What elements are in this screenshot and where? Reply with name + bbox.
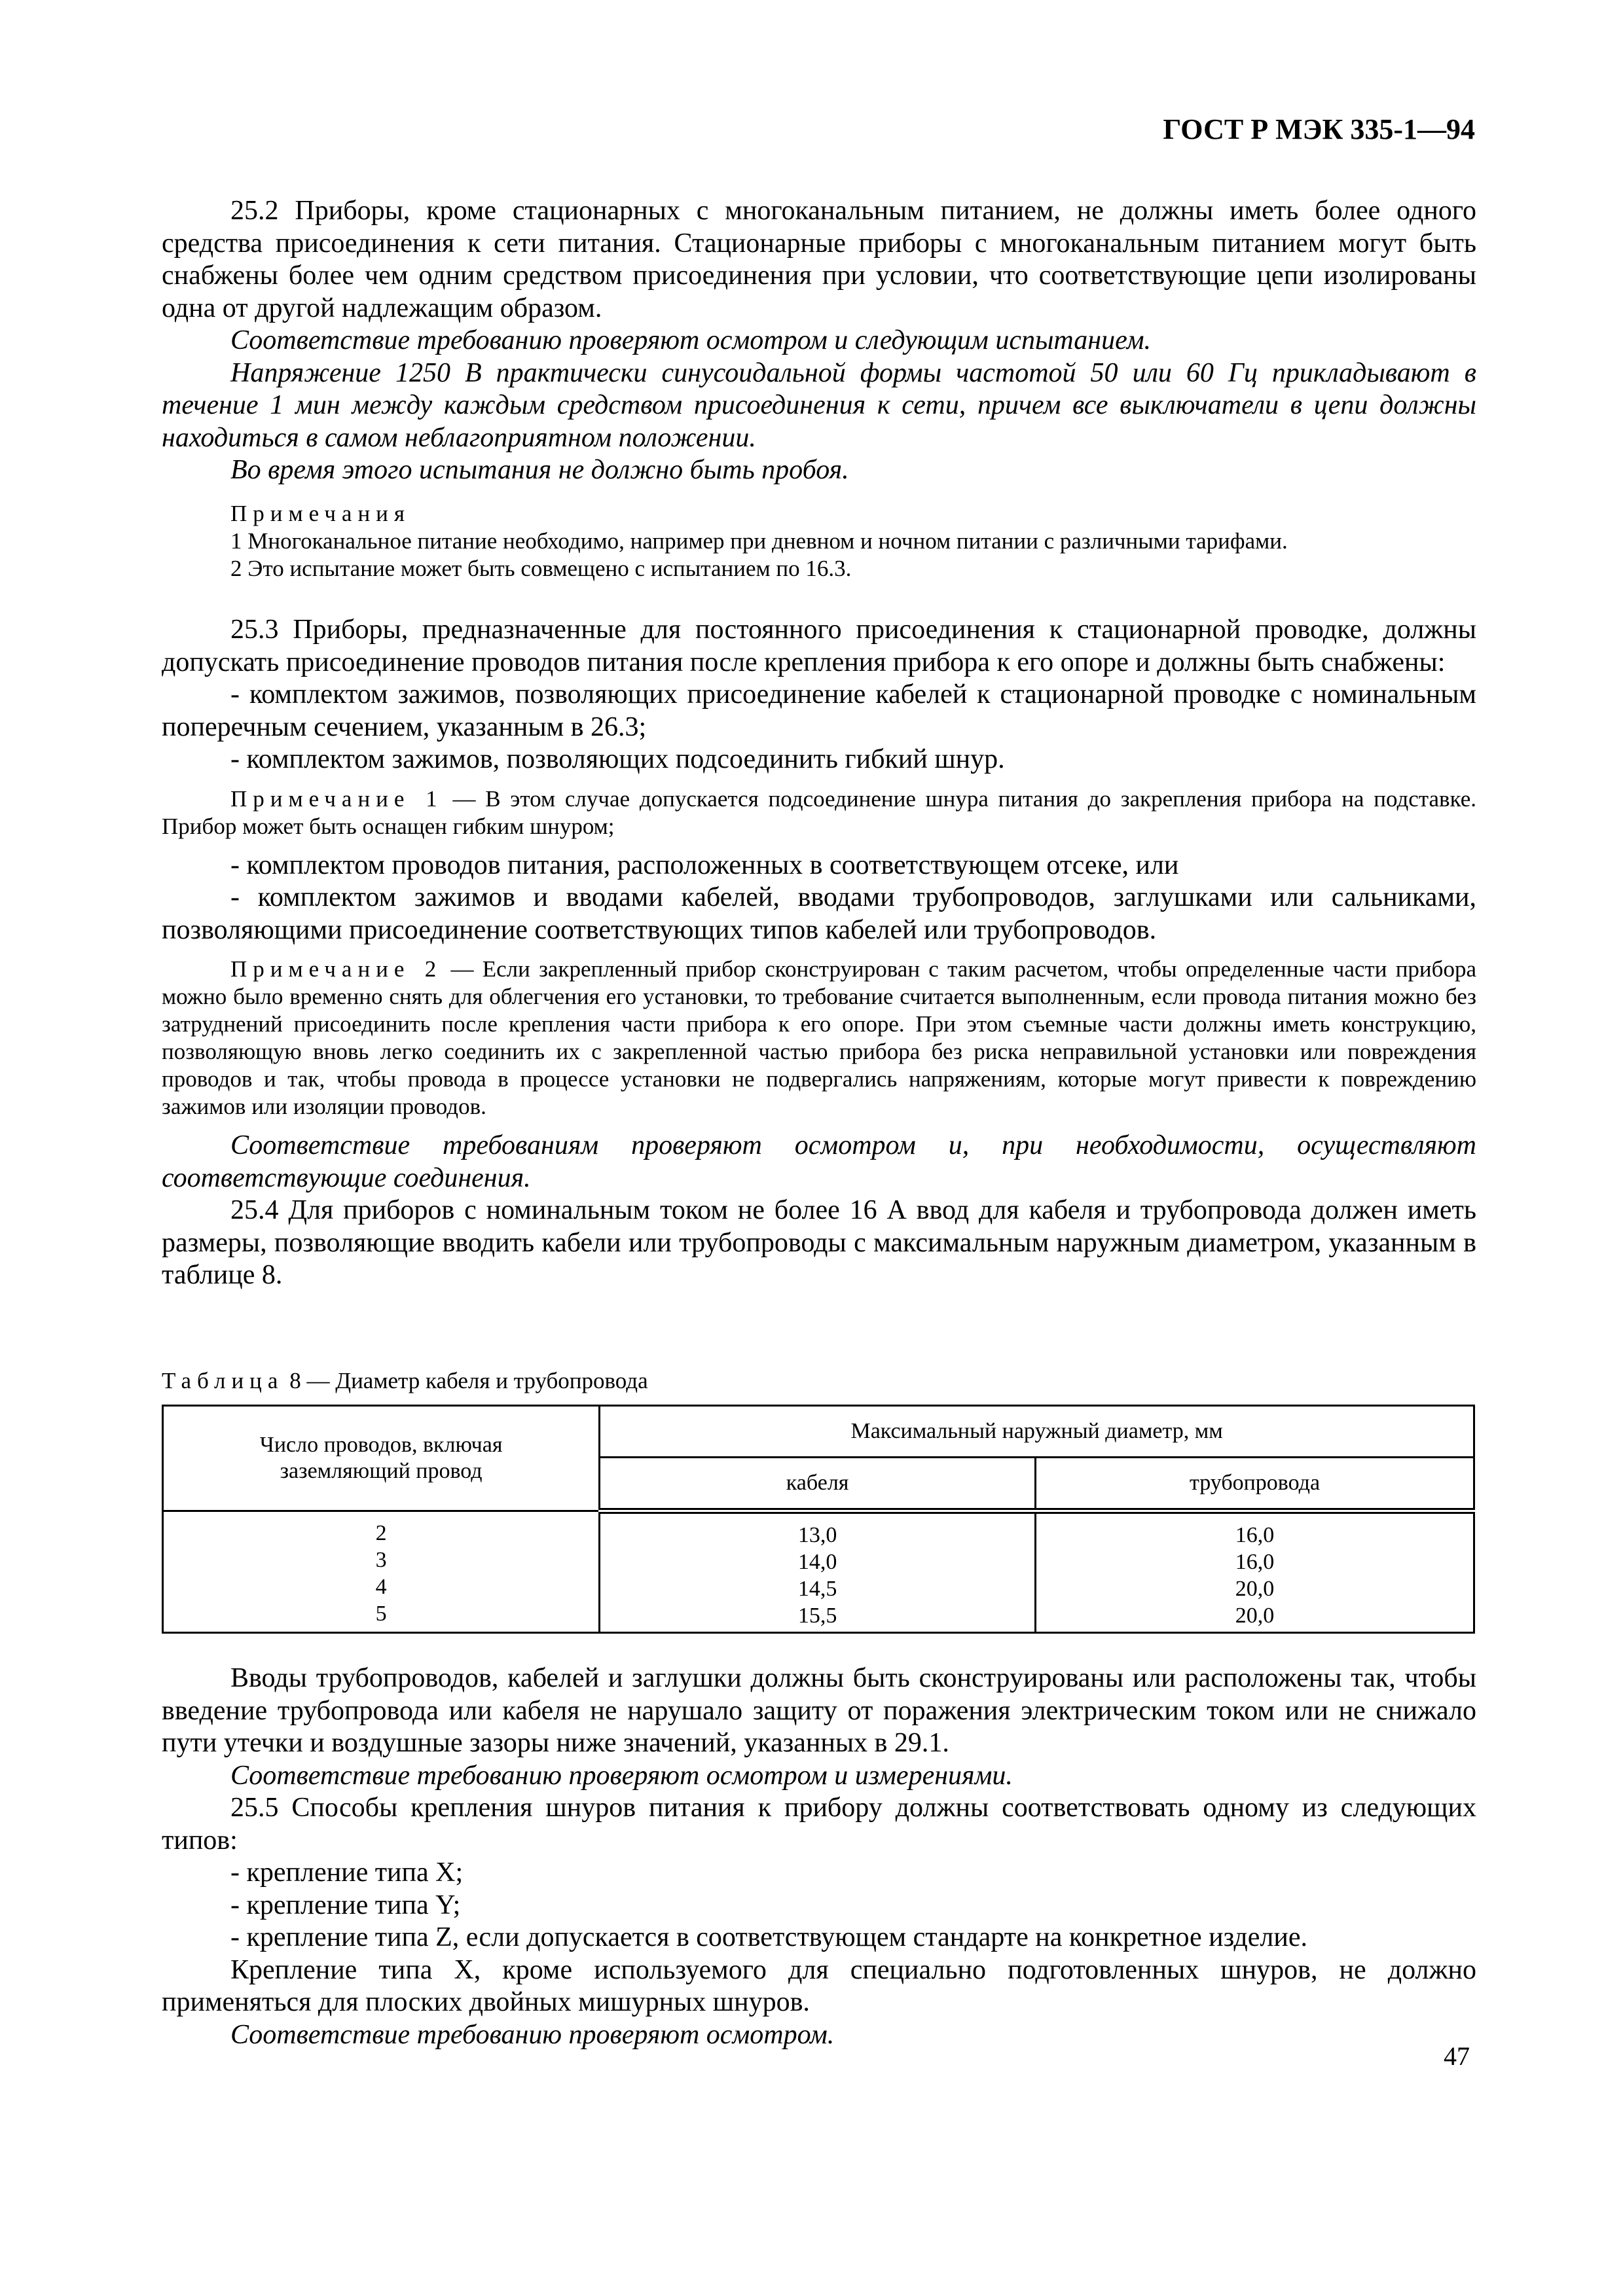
paragraph: Крепление типа X, кроме используемого для специально подготовленных шнуров, не должно применяться для плоских двойных мишурных шнуров. (162, 1954, 1476, 2017)
table-body (163, 1511, 1474, 1633)
column-header-conduit: трубопровода (1036, 1458, 1474, 1511)
note-label: Примечание 2 (230, 956, 443, 982)
section-25-3 (162, 614, 1476, 1292)
section-25-2 (162, 195, 1476, 583)
document-header: ГОСТ Р МЭК 335-1—94 (1163, 113, 1475, 145)
note (162, 956, 1476, 1121)
cell: 3 (375, 1548, 387, 1572)
cell: 20,0 (1235, 1577, 1275, 1601)
list-item: - крепление типа X; (230, 1857, 464, 1888)
list-item: - комплектом зажимов и вводами кабелей, вводами трубопроводов, заглушками или сальниками, позволяющими присоединение соответствующих типов кабелей или трубопроводов. (162, 882, 1476, 945)
cell: 4 (375, 1575, 387, 1599)
paragraph: 25.3 Приборы, предназначенные для постоянного присоединения к стационарной проводке, должны допускать присоединение проводов питания после крепления прибора к его опоре и должны быть снабжены: (162, 615, 1476, 677)
caption-label: Таблица (162, 1368, 284, 1393)
test-paragraph: Напряжение 1250 В практически синусоидальной формы частотой 50 или 60 Гц прикладывают в течение 1 мин между каждым средством присоединения к сети, причем все выключатели в цепи должны находиться в самом неблагоприятном положении. (162, 357, 1476, 453)
cell: 16,0 (1235, 1523, 1275, 1547)
note-label: Примечание 1 (230, 785, 443, 812)
table-caption (162, 1368, 648, 1394)
paragraph: 25.2 Приборы, кроме стационарных с многоканальным питанием, не должны иметь более одного средства присоединения к сети питания. Стационарные приборы с многоканальным питанием могут быть снабжены более чем одним средством присоединения при условии, что соответствующие цепи изолированы одна от другой надлежащим образом. (162, 196, 1476, 323)
list-item: - крепление типа Z, если допускается в соответствующем стандарте на конкретное изделие. (230, 1922, 1308, 1952)
cell: 5 (375, 1602, 387, 1626)
cable-column (600, 1511, 1036, 1633)
cell: 13,0 (797, 1523, 837, 1547)
paragraph: Вводы трубопроводов, кабелей и заглушки должны быть сконструированы или расположены так, чтобы введение трубопровода или кабеля не нарушало защиту от поражения электрическим током или не снижало пути утечки и воздушные зазоры ниже значений, указанных в 29.1. (162, 1663, 1476, 1758)
compliance-paragraph: Соответствие требованию проверяют осмотром и измерениями. (230, 1760, 1013, 1791)
wires-column (163, 1511, 600, 1633)
note: 1 Многоканальное питание необходимо, например при дневном и ночном питании с различными тарифами. (230, 528, 1288, 554)
list-item: - комплектом проводов питания, расположенных в соответствующем отсеке, или (230, 850, 1179, 880)
cell: 15,5 (797, 1604, 837, 1628)
note-text: — В этом случае допускается подсоединение шнура питания до закрепления прибора на подставке. Прибор может быть оснащен гибким шнуром; (162, 785, 1476, 839)
section-after-table (162, 1662, 1476, 2051)
test-paragraph: Во время этого испытания не должно быть пробоя. (230, 455, 849, 485)
cable-diameter-table (162, 1405, 1475, 1634)
paragraph: 25.4 Для приборов с номинальным током не более 16 А ввод для кабеля и трубопровода должен иметь размеры, позволяющие вводить кабели или трубопроводы с максимальным наружным диаметром, указанным в таблице 8. (162, 1195, 1476, 1290)
note-text: — Если закрепленный прибор сконструирован с таким расчетом, чтобы определенные части прибора можно было временно снять для облегчения его установки, то требование считается выполненным, если провода питания можно без затруднений присоединить после крепления части прибора к его опоре. При этом съемные части должны иметь конструкцию, позволяющую вновь легко соединить их с закрепленной частью прибора без риска неправильной установки или повреждения проводов и так, чтобы провода в процессе установки не подвергались напряжениям, которые могут привести к повреждению зажимов или изоляции проводов. (162, 956, 1477, 1119)
column-group-header: Максимальный наружный диаметр, мм (600, 1406, 1474, 1458)
caption-text: 8 — Диаметр кабеля и трубопровода (283, 1368, 648, 1393)
list-item: - комплектом зажимов, позволяющих подсоединить гибкий шнур. (230, 744, 1005, 774)
note: 2 Это испытание может быть совмещено с испытанием по 16.3. (230, 555, 852, 581)
cell: 16,0 (1235, 1550, 1275, 1574)
cell: 2 (375, 1521, 387, 1545)
notes-heading: Примечания (230, 500, 411, 526)
list-item: - крепление типа Y; (230, 1890, 461, 1920)
list-item: - комплектом зажимов, позволяющих присоединение кабелей к стационарной проводке с номинальным поперечным сечением, указанным в 26.3; (162, 679, 1476, 742)
cell: 14,5 (797, 1577, 837, 1601)
note (162, 785, 1476, 840)
paragraph: 25.5 Способы крепления шнуров питания к прибору должны соответствовать одному из следующих типов: (162, 1793, 1476, 1856)
compliance-paragraph: Соответствие требованию проверяют осмотром. (230, 2019, 835, 2050)
compliance-paragraph: Соответствие требованиям проверяют осмотром и, при необходимости, осуществляют соответствующие соединения. (162, 1130, 1476, 1193)
page-number: 47 (1444, 2041, 1470, 2071)
cell: 20,0 (1235, 1604, 1275, 1628)
column-header-wires: Число проводов, включая заземляющий провод (163, 1406, 600, 1511)
conduit-column (1036, 1511, 1474, 1633)
column-header-cable: кабеля (600, 1458, 1036, 1511)
cell: 14,0 (797, 1550, 837, 1574)
compliance-paragraph: Соответствие требованию проверяют осмотром и следующим испытанием. (230, 325, 1151, 355)
